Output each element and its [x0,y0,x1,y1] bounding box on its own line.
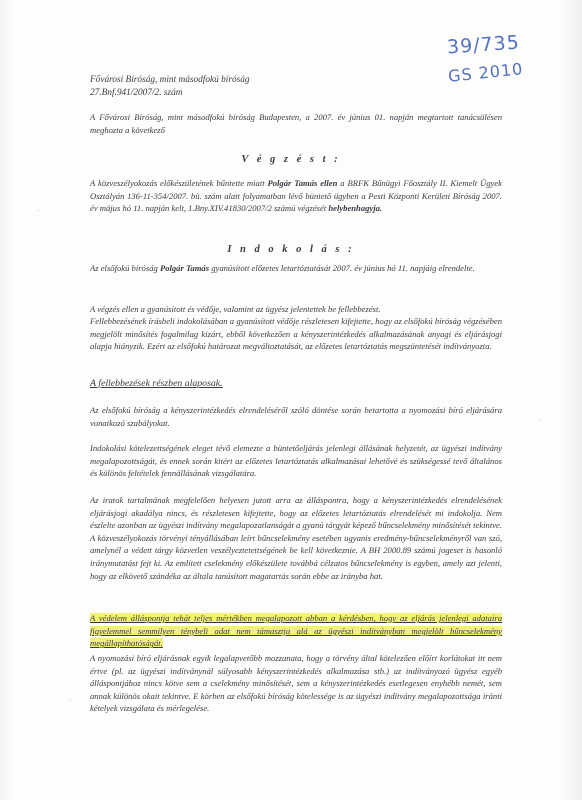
indokolas-heading: I n d o k o l á s : [227,244,355,255]
vegzes-text-a: A közveszélyokozás előkészületének bűntette miatt [90,178,265,188]
indokolas-paragraph-2: A végzés ellen a gyanúsított és védője, valamint az ügyész jelentettek be fellebbezést. [90,304,381,314]
indokolas-paragraph-6 [90,494,502,582]
handwritten-stamp-note: GS 2010 [447,59,525,86]
vegzes-decision: helybenhagyja. [328,203,383,214]
case-number: 27.Bnf.941/2007/2. szám [90,88,183,98]
highlighted-paragraph [90,612,502,650]
indokolas-p1-c: gyanúsított előzetes letartóztatását 2007. év június hó 11. napjáig elrendelte. [211,263,475,273]
indokolas-p6-text: Az iratok tartalmának megfelelően helyesen jutott arra az álláspontra, hogy a kényszerintézkedés elrendelésének eljárásjogi akadálya nincs, és részletesen kifejtette, hogy az előzetes letartóztatás elrendelését mi indokolja. Nem észlelte azonban az ügyészi indítvány megalapozatlanságát a gyanú tárgyát képező bűncselekmény minősítését tekintve. A közveszélyokozás törvényi tényállásában leírt bűncselekmény esetében ugyanis eredmény-bűncselekményről van szó, amelynél a védett tárgy közvetlen veszélyeztetettségének be kell következnie. A BH 2000.89 számú jogeset is hasonló iránymutatást fejt ki. Az említett cselekmény előkészülete továbbá célzatos bűncselekmény is egyben, amely azt jelenti, hogy az elkövető szándéka az általa tanúsított magatartás során ebbe az irányba hat. [90,495,502,581]
defendant-name-2: Polgár Tamás [159,263,210,273]
scan-speck [70,700,71,701]
vegzes-text-c: a BRFK Bűnügyi Főosztály II. Kiemelt Ügyek Osztályán 136-11-354/2007. bü. szám alatt folyamatban lévő büntető ügyben a Pesti Központi Kerületi Bíróság 2007. év május hó 11. napján kelt, 1.Bny.XIV.41830/2007/2 számú végzését [90,178,502,214]
handwritten-file-number: 39/735 [446,31,521,59]
indokolas-paragraph-4: Az elsőfokú bíróság a kényszerintézkedés elrendeléséről szóló döntése során betartotta a nyomozási bíró eljárására vonatkozó szabályokat. [90,405,502,428]
defendant-name: Polgár Tamás ellen [267,178,338,188]
indokolas-p1-a: Az elsőfokú bíróság [90,263,158,273]
court-name: Fővárosi Bíróság, mint másodfokú bíróság [90,75,250,85]
vegzes-heading: V é g z é s t : [241,154,341,165]
indokolas-paragraph-5: Indokolási kötelezettségének eleget tévő elemezte a büntetőeljárás jelenlegi állásának helyzetét, az ügyészi indítvány megalapozottságát, és ennek során kitért az előzetes letartóztatás alkalmazásai lehetővé és szükségessé tevő általános és különös feltételek fennállásának vizsgálatára. [90,443,502,479]
scan-speck [540,420,541,421]
indokolas-paragraph-7: A nyomozási bíró eljárásnak egyik legalapvetőbb mozzanata, hogy a törvény által kötelezően előírt korlátokat itt nem értve (pl. az ügyészi indítványnál súlyosabb kényszerintézkedés alkalmazása stb.) az indítványozó ügyész egyéb álláspontjához nincs kötve sem a cselekmény minősítését, sem a kényszerintézkedés esetlegesen enyhébb nemét, sem annak különös okait tekintve. E körben az elsőfokú bíróság kötelessége is az ügyészi indítvány megalapozottsága iránti kételyek vizsgálata és mérlegelése. [90,653,502,714]
highlighted-text: A védelem álláspontja tehát teljes mértékben megalapozott abban a kérdésben, hogy az eljárás jelenlegi adataira figyelemmel semmilyen ténybeli adat nem támasztja alá az ügyészi indítványban megjelölt bűncselekmény megállapíthatóságát. [90,613,502,649]
vegzes-paragraph [90,177,502,215]
scan-speck [38,210,39,211]
indokolas-paragraph-1 [90,262,502,275]
indokolas-paragraph-3: Fellebbezésének írásbeli indokolásában a gyanúsított védője részletesen kifejtette, hogy az elsőfokú bíróság végzésében megjelölt minősítés fogalmilag kizárt, ebből következően a kényszerintézkedés alkalmazásának anyagi és eljárásjogi alapja hiányzik. Ezért az elsőfokú határozat megváltoztatását, az előzetes letartóztatás megszüntetését indítványozta. [90,316,502,352]
subheading-appeals: A fellebbezések részben alaposak. [90,378,223,389]
intro-paragraph: A Fővárosi Bíróság, mint másodfokú bíróság Budapesten, a 2007. év június 01. napján megtartott tanácsülésen meghozta a következő [90,112,502,135]
